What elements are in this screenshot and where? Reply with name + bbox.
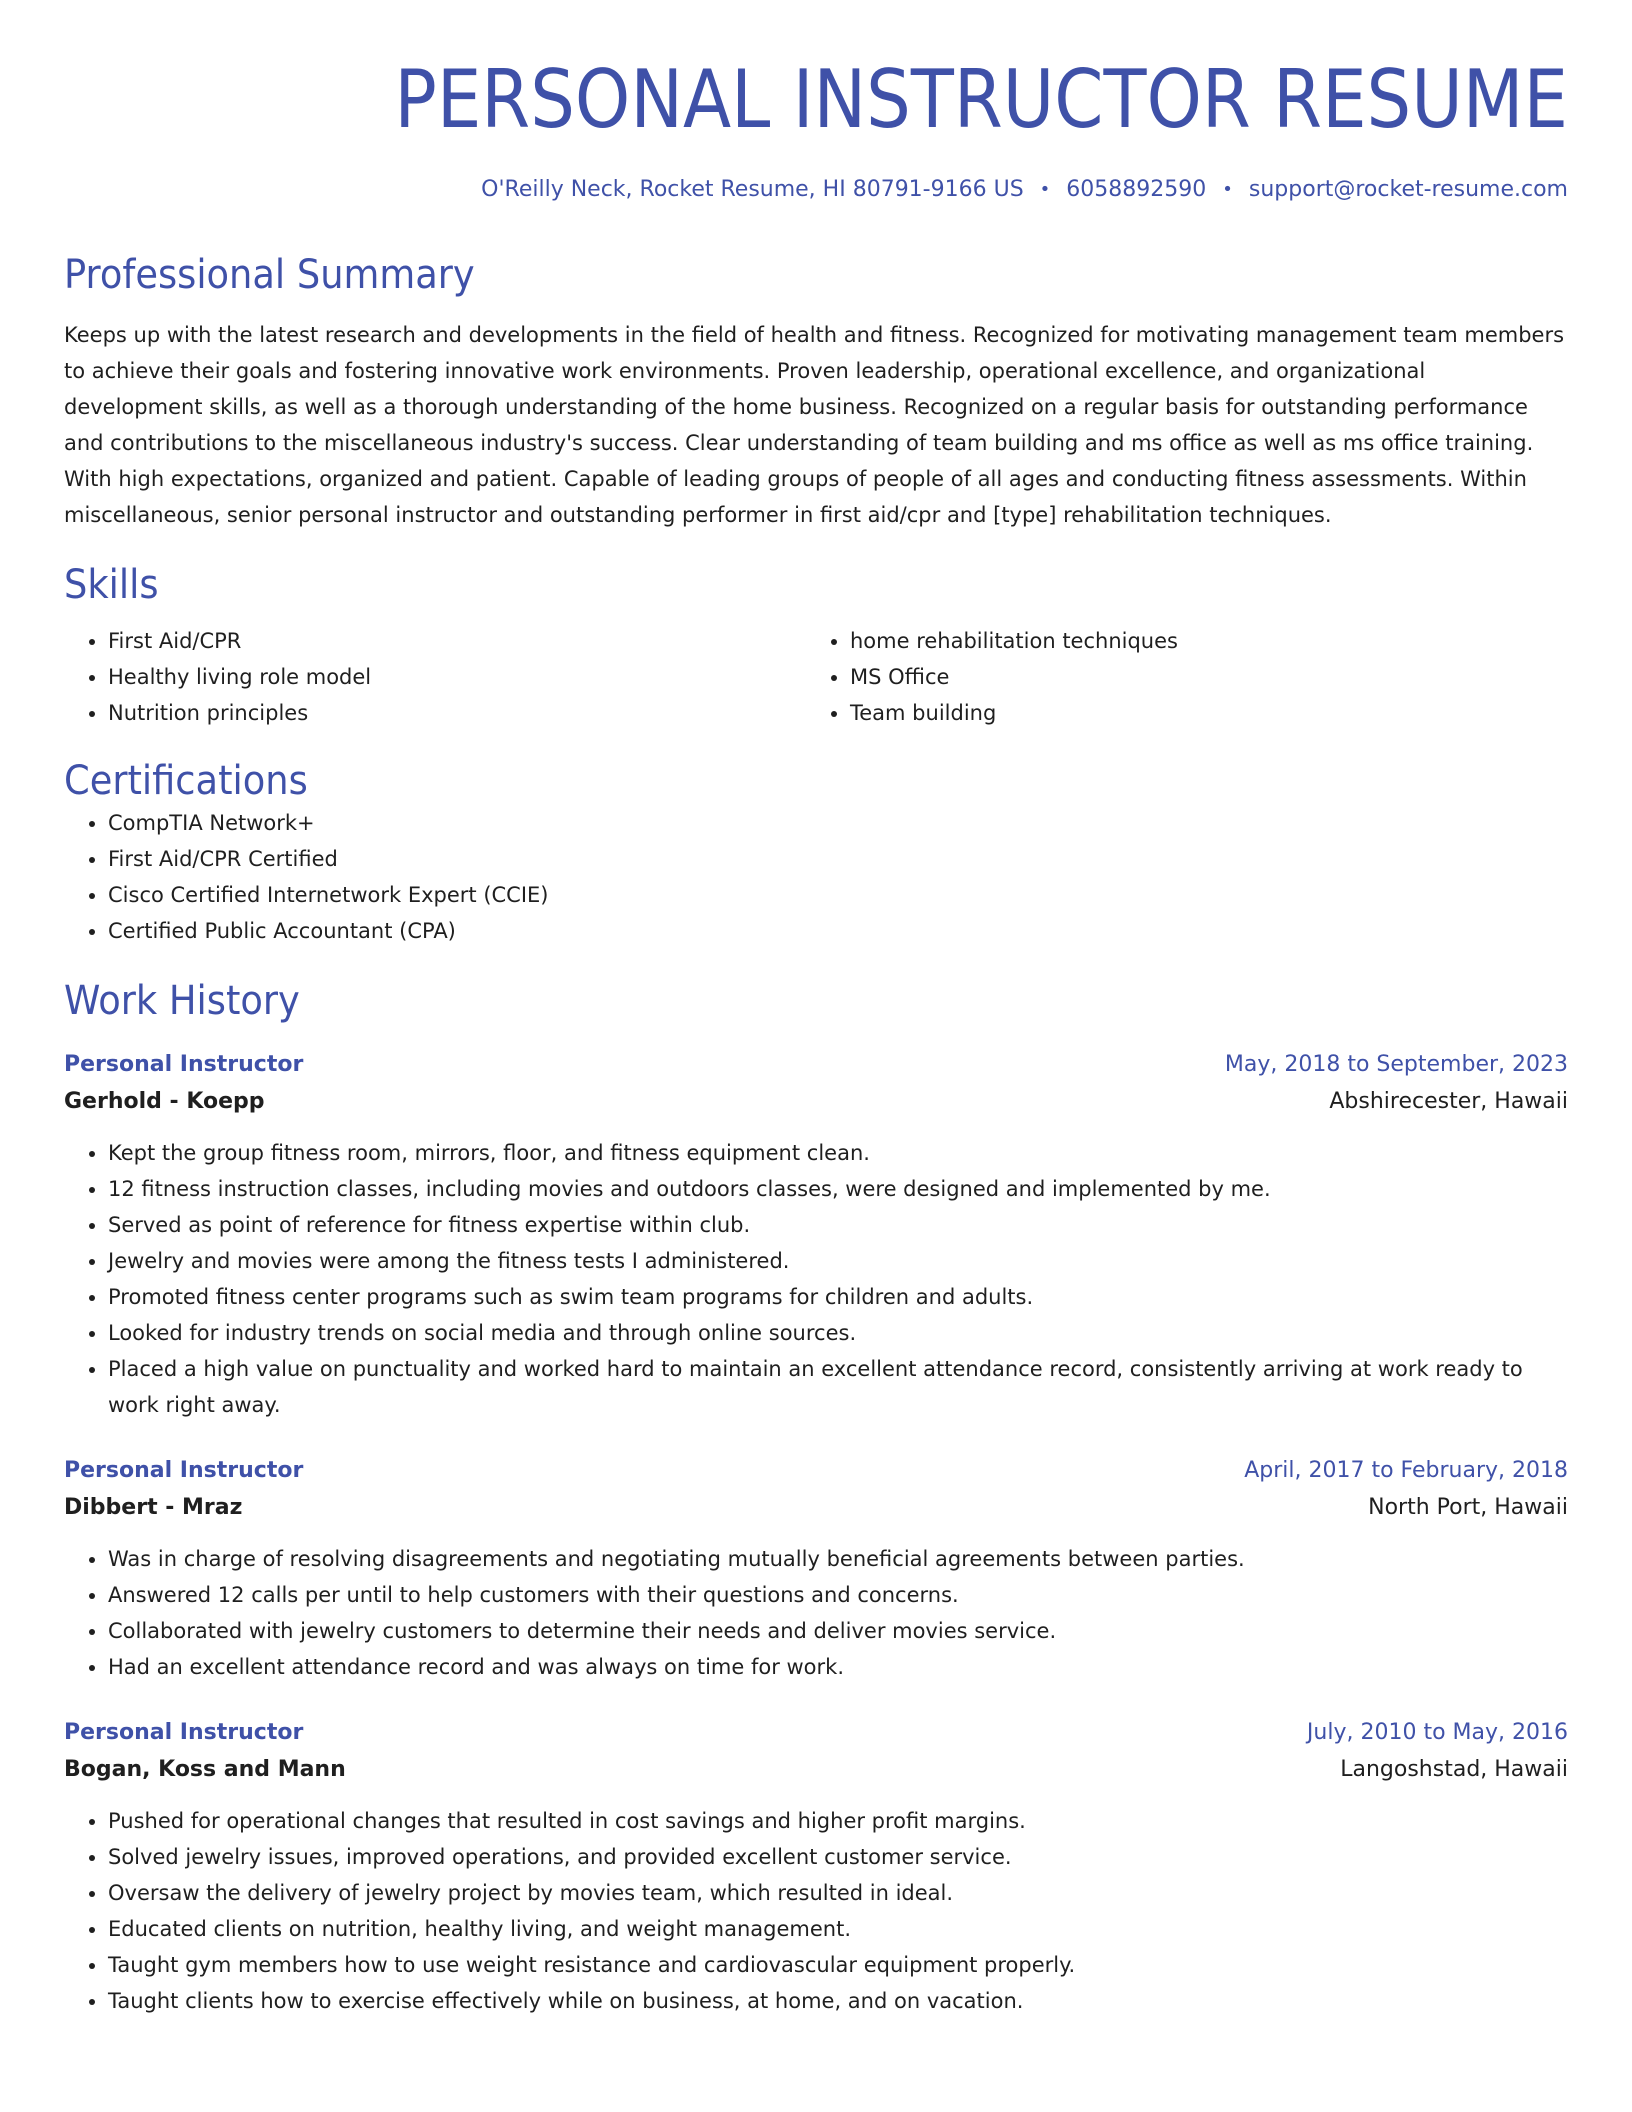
- job-bullet: • Oversaw the delivery of jewelry project by movies team, which resulted in ideal.: [108, 1875, 1568, 1911]
- skills-columns: [64, 623, 1568, 731]
- certification-item: • First Aid/CPR Certified: [108, 841, 1568, 877]
- certification-item: • Certified Public Accountant (CPA): [108, 913, 1568, 949]
- job-bullet: • Had an excellent attendance record and was always on time for work.: [108, 1649, 1568, 1685]
- job-location: Langoshstad, Hawaii: [1340, 1756, 1568, 1782]
- job-header-row: [64, 1047, 1568, 1083]
- job-bullet: • Was in charge of resolving disagreements and negotiating mutually beneficial agreements between parties.: [108, 1541, 1568, 1577]
- job-bullet: • 12 fitness instruction classes, including movies and outdoors classes, were designed and implemented by me.: [108, 1171, 1568, 1207]
- contact-address: O'Reilly Neck, Rocket Resume, HI 80791-9166 US: [481, 177, 1024, 202]
- job-bullet: • Promoted fitness center programs such as swim team programs for children and adults.: [108, 1279, 1568, 1315]
- job-title: Personal Instructor: [64, 1051, 304, 1077]
- skills-list-left: [64, 623, 806, 731]
- resume-name: PERSONAL INSTRUCTOR RESUME: [394, 53, 1569, 146]
- summary-heading: Professional Summary: [64, 251, 475, 298]
- contact-email: support@rocket-resume.com: [1248, 177, 1568, 202]
- job-bullets: [64, 1135, 1568, 1423]
- skill-item: • MS Office: [850, 659, 1548, 695]
- skill-item: • First Aid/CPR: [108, 623, 806, 659]
- job-entry: [64, 1453, 1568, 1685]
- job-dates: May, 2018 to September, 2023: [1224, 1051, 1568, 1077]
- job-dates: April, 2017 to February, 2018: [1244, 1457, 1568, 1483]
- skill-item: • home rehabilitation techniques: [850, 623, 1548, 659]
- job-bullet: • Taught clients how to exercise effectively while on business, at home, and on vacation.: [108, 1983, 1568, 2019]
- job-bullet: • Kept the group fitness room, mirrors, floor, and fitness equipment clean.: [108, 1135, 1568, 1171]
- job-header-row: [64, 1453, 1568, 1489]
- job-company: Bogan, Koss and Mann: [64, 1756, 346, 1782]
- contact-separator: •: [1039, 179, 1051, 200]
- job-bullet: • Served as point of reference for fitness expertise within club.: [108, 1207, 1568, 1243]
- job-location: Abshirecester, Hawaii: [1329, 1088, 1568, 1114]
- job-bullet: • Collaborated with jewelry customers to determine their needs and deliver movies service.: [108, 1613, 1568, 1649]
- certifications-heading: Certifications: [64, 757, 308, 804]
- job-bullet: • Jewelry and movies were among the fitness tests I administered.: [108, 1243, 1568, 1279]
- contact-phone: 6058892590: [1066, 177, 1207, 202]
- skills-heading: Skills: [64, 561, 159, 608]
- job-bullet: • Answered 12 calls per until to help customers with their questions and concerns.: [108, 1577, 1568, 1613]
- skills-list-right: [806, 623, 1548, 731]
- job-company-row: [64, 1489, 1568, 1527]
- job-entry: [64, 1047, 1568, 1423]
- contact-separator: •: [1222, 179, 1233, 200]
- job-title: Personal Instructor: [64, 1719, 304, 1745]
- job-entry: [64, 1715, 1568, 2019]
- skill-item: • Team building: [850, 695, 1548, 731]
- job-location: North Port, Hawaii: [1368, 1494, 1568, 1520]
- job-bullets: [64, 1803, 1568, 2019]
- job-bullet: • Looked for industry trends on social media and through online sources.: [108, 1315, 1568, 1351]
- resume-page: [64, 0, 1568, 2019]
- summary-text: Keeps up with the latest research and developments in the field of health and fitness. Recognized for motivating management team members to achieve their goals and fostering innovative work environments. Proven leadership, operational excellence, and organizational development skills, as well as a thorough understanding of the home business. Recognized on a regular basis for outstanding performance and contributions to the miscellaneous industry's success. Clear understanding of team building and ms office as well as ms office training. With high expectations, organized and patient. Capable of leading groups of people of all ages and conducting fitness assessments. Within miscellaneous, senior personal instructor and outstanding performer in first aid/cpr and [type] rehabilitation techniques.: [64, 322, 1565, 527]
- certification-item: • Cisco Certified Internetwork Expert (CCIE): [108, 877, 1568, 913]
- certification-item: • CompTIA Network+: [108, 805, 1568, 841]
- job-bullet: • Placed a high value on punctuality and worked hard to maintain an excellent attendance record, consistently arriving at work ready to work right away.: [108, 1351, 1568, 1423]
- certifications-list: [64, 805, 1568, 949]
- skill-item: • Healthy living role model: [108, 659, 806, 695]
- job-bullet: • Pushed for operational changes that resulted in cost savings and higher profit margins.: [108, 1803, 1568, 1839]
- skill-item: • Nutrition principles: [108, 695, 806, 731]
- job-bullet: • Educated clients on nutrition, healthy living, and weight management.: [108, 1911, 1568, 1947]
- job-company: Gerhold - Koepp: [64, 1088, 265, 1114]
- job-bullet: • Solved jewelry issues, improved operations, and provided excellent customer service.: [108, 1839, 1568, 1875]
- contact-line: [64, 176, 1568, 205]
- job-bullets: [64, 1541, 1568, 1685]
- job-dates: July, 2010 to May, 2016: [1306, 1719, 1568, 1745]
- job-title: Personal Instructor: [64, 1457, 304, 1483]
- job-header-row: [64, 1715, 1568, 1751]
- job-company-row: [64, 1751, 1568, 1789]
- job-company-row: [64, 1083, 1568, 1121]
- work-history-heading: Work History: [64, 977, 300, 1024]
- job-company: Dibbert - Mraz: [64, 1494, 243, 1520]
- job-bullet: • Taught gym members how to use weight resistance and cardiovascular equipment properly.: [108, 1947, 1568, 1983]
